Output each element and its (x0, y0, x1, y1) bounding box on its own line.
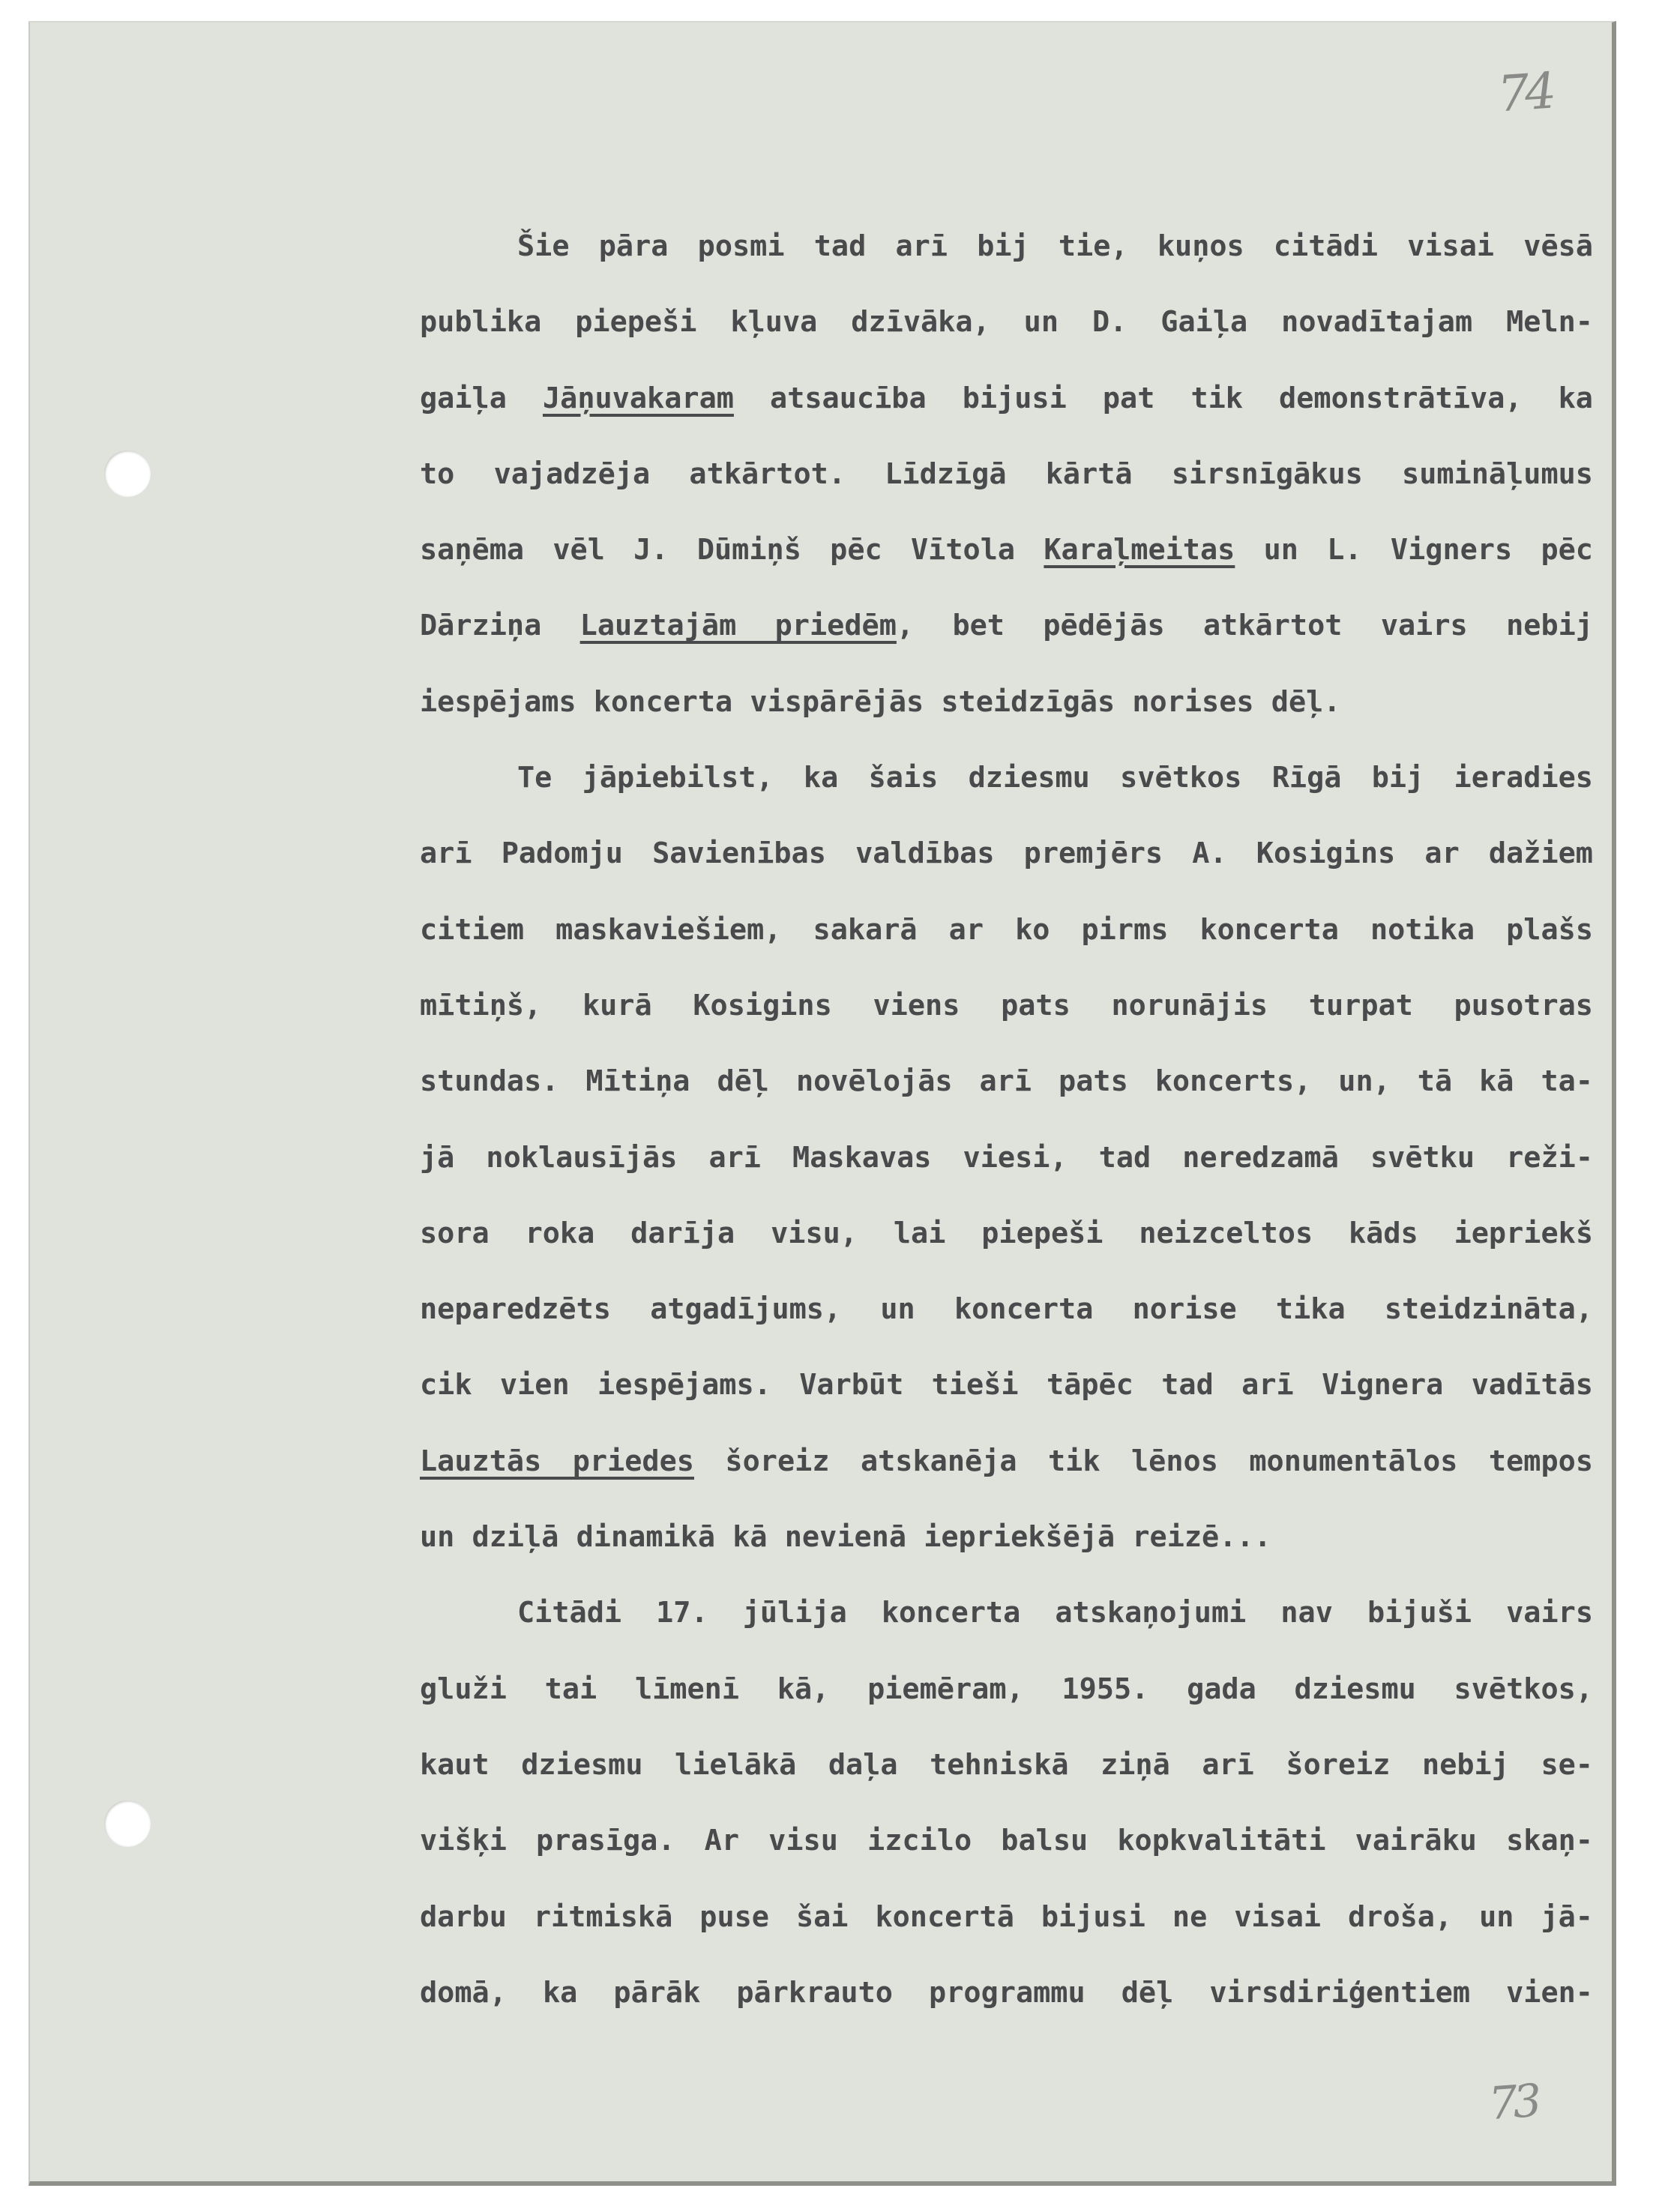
text-segment: stundas. Mītiņa dēļ novēlojās arī pats koncerts, un, tā kā ta- (420, 1064, 1593, 1099)
punch-hole (104, 1800, 151, 1847)
text-segment: gluži tai līmenī kā, piemēram, 1955. gada dziesmu svētkos, (420, 1672, 1593, 1706)
page-number-top: 74 (1496, 61, 1554, 124)
text-line (420, 453, 1593, 528)
text-line (420, 1819, 1593, 1895)
text-line (420, 1363, 1593, 1439)
text-segment: saņēma vēl J. Dūmiņš pēc Vītola (420, 533, 1044, 567)
text-line (420, 1744, 1593, 1819)
text-segment: Te jāpiebilst, ka šais dziesmu svētkos Rīgā bij ieradies (517, 761, 1593, 795)
text-line (420, 908, 1593, 984)
text-segment: mītiņš, kurā Kosigins viens pats norunājis turpat pusotras (420, 988, 1593, 1022)
text-line (420, 1060, 1593, 1136)
text-line (420, 1440, 1593, 1516)
text-segment: cik vien iespējams. Varbūt tieši tāpēc tad arī Vignera vadītās (420, 1368, 1593, 1402)
text-line (420, 1516, 1593, 1591)
underlined-title: Lauztās priedes (420, 1444, 694, 1478)
text-segment: un dziļā dinamikā kā nevienā iepriekšējā reizē... (420, 1520, 1271, 1555)
text-segment: Šie pāra posmi tad arī bij tie, kuņos citādi visai vēsā (517, 229, 1593, 263)
text-segment: jā noklausījās arī Maskavas viesi, tad neredzamā svētku reži- (420, 1140, 1593, 1175)
text-line (420, 604, 1593, 680)
text-segment: darbu ritmiskā puse šai koncertā bijusi ne visai droša, un jā- (420, 1899, 1593, 1934)
text-line (420, 1591, 1593, 1667)
underlined-title: Lauztajām priedēm (579, 609, 897, 643)
text-segment: gaiļa (420, 381, 543, 415)
text-segment: arī Padomju Savienības valdības premjērs A. Kosigins ar dažiem (420, 837, 1593, 871)
text-segment: neparedzēts atgadījums, un koncerta norise tika steidzināta, (420, 1292, 1593, 1327)
text-line (420, 832, 1593, 908)
text-segment: sora roka darīja visu, lai piepeši neizceltos kāds iepriekš (420, 1216, 1593, 1250)
text-line (420, 681, 1593, 756)
underlined-title: Karaļmeitas (1044, 533, 1235, 567)
page-number-bottom: 73 (1487, 2074, 1539, 2131)
text-line (420, 1288, 1593, 1363)
text-line (420, 528, 1593, 604)
text-segment: domā, ka pārāk pārkrauto programmu dēļ virsdiriģentiem vien- (420, 1975, 1593, 2010)
text-segment: un L. Vigners pēc (1235, 533, 1593, 567)
text-line (420, 1971, 1593, 2047)
text-line (420, 301, 1593, 376)
text-line (420, 377, 1593, 453)
text-segment: citiem maskaviešiem, sakarā ar ko pirms koncerta notika plašs (420, 912, 1593, 947)
text-segment: , bet pēdējās atkārtot vairs nebij (896, 609, 1593, 643)
text-segment: Citādi 17. jūlija koncerta atskaņojumi nav bijuši vairs (517, 1596, 1593, 1630)
text-segment: kaut dziesmu lielākā daļa tehniskā ziņā arī šoreiz nebij se- (420, 1747, 1593, 1782)
text-line (420, 756, 1593, 832)
text-segment: atsaucība bijusi pat tik demonstrātīva, ka (733, 381, 1593, 415)
text-segment: šoreiz atskanēja tik lēnos monumentālos tempos (693, 1444, 1593, 1478)
text-segment: iespējams koncerta vispārējās steidzīgās norises dēļ. (420, 684, 1341, 719)
typewritten-body (420, 225, 1593, 2047)
text-segment: to vajadzēja atkārtot. Līdzīgā kārtā sirsnīgākus sumināļumus (420, 456, 1593, 491)
text-line (420, 225, 1593, 301)
text-line (420, 984, 1593, 1060)
text-line (420, 1896, 1593, 1971)
text-segment: višķi prasīga. Ar visu izcilo balsu kopkvalitāti vairāku skaņ- (420, 1824, 1593, 1858)
text-segment: publika piepeši kļuva dzīvāka, un D. Gaiļa novadītajam Meln- (420, 305, 1593, 340)
text-segment: Dārziņa (420, 609, 580, 643)
text-line (420, 1212, 1593, 1288)
text-line (420, 1136, 1593, 1212)
underlined-title: Jāņuvakaram (542, 381, 734, 415)
punch-hole (104, 450, 151, 497)
text-line (420, 1668, 1593, 1744)
